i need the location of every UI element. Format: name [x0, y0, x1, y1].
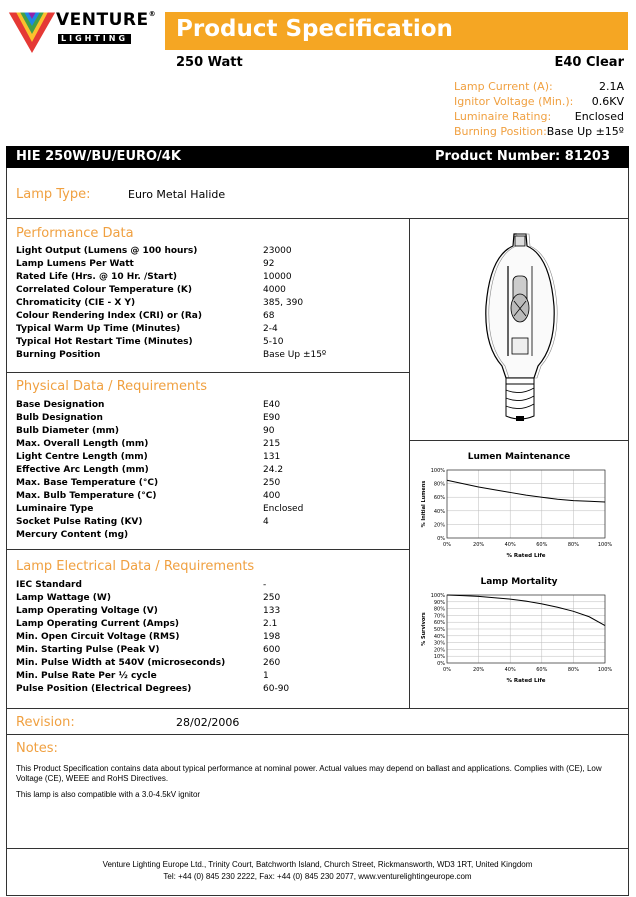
row-label: Base Designation [16, 400, 105, 410]
row-label: Rated Life (Hrs. @ 10 Hr. /Start) [16, 272, 177, 282]
logo-triangle-icon [6, 4, 58, 56]
y-tick-label: 80% [433, 606, 445, 613]
logo-subtitle: LIGHTING [58, 34, 131, 44]
row-label: Lamp Operating Current (Amps) [16, 619, 180, 629]
x-axis-label: % Rated Life [506, 553, 546, 559]
y-tick-label: 20% [433, 522, 445, 529]
x-tick-label: 0% [443, 542, 451, 548]
row-value: 5-10 [263, 337, 284, 347]
notes-title: Notes: [16, 741, 58, 756]
row-label: Max. Base Temperature (°C) [16, 478, 159, 488]
row-label: Light Output (Lumens @ 100 hours) [16, 246, 198, 256]
row-label: Lamp Lumens Per Watt [16, 259, 134, 269]
row-value: 250 [263, 593, 281, 603]
row-value: E90 [263, 413, 281, 423]
spec-value: 2.1A [598, 80, 624, 93]
row-label: Socket Pulse Rating (KV) [16, 517, 143, 527]
product-number: Product Number: 81203 [434, 149, 610, 164]
row-label: Pulse Position (Electrical Degrees) [16, 684, 192, 694]
divider [6, 708, 629, 709]
divider [6, 734, 629, 735]
lamp-drawing [470, 226, 570, 431]
row-label: Colour Rendering Index (CRI) or (Ra) [16, 311, 202, 321]
chart-title: Lamp Mortality [480, 577, 558, 587]
spec-label: Lamp Current (A): [454, 80, 553, 93]
row-value: 400 [263, 491, 281, 501]
spec-value: Base Up ±15º [546, 125, 624, 138]
row-label: Lamp Wattage (W) [16, 593, 111, 603]
x-tick-label: 100% [597, 542, 613, 548]
data-line [447, 595, 605, 626]
row-value: 60-90 [263, 684, 290, 694]
logo-wordmark: VENTURE® [56, 10, 157, 30]
y-tick-label: 0% [437, 661, 445, 667]
lumen-maintenance-chart [415, 464, 620, 564]
row-value: 198 [263, 632, 281, 642]
row-label: Luminaire Type [16, 504, 94, 514]
row-label: Light Centre Length (mm) [16, 452, 148, 462]
divider [6, 848, 629, 849]
row-value: 133 [263, 606, 281, 616]
lamp-type-label: Lamp Type: [16, 187, 91, 202]
row-value: 24.2 [263, 465, 284, 475]
row-label: Effective Arc Length (mm) [16, 465, 149, 475]
y-tick-label: 40% [433, 633, 445, 640]
page-title: Product Specification [176, 16, 453, 42]
row-value: 215 [263, 439, 281, 449]
lamp-mortality-chart [415, 589, 620, 689]
y-tick-label: 40% [433, 508, 445, 515]
electrical-title: Lamp Electrical Data / Requirements [16, 559, 255, 574]
column-divider [409, 218, 410, 708]
x-tick-label: 100% [597, 667, 613, 673]
row-value: 250 [263, 478, 281, 488]
revision-date: 28/02/2006 [176, 716, 240, 729]
y-tick-label: 80% [433, 481, 445, 488]
x-tick-label: 40% [504, 667, 516, 673]
y-axis-label: % Survivors [421, 612, 427, 646]
row-value: - [263, 580, 267, 590]
spec-value: 0.6KV [591, 95, 624, 108]
row-label: IEC Standard [16, 580, 82, 590]
notes-line: This Product Specification contains data about typical performance at nominal power. Actual values may depend on ballast and applications. Complies with (CE), Low Voltage (CE), WEEE and RoHS Directives. [16, 764, 602, 783]
row-label: Max. Bulb Temperature (°C) [16, 491, 157, 501]
row-value: 1 [263, 671, 269, 681]
spec-label: Luminaire Rating: [454, 110, 552, 123]
y-axis-label: % Initial Lumens [421, 480, 427, 528]
plot-frame [447, 470, 605, 538]
row-value: 260 [263, 658, 281, 668]
chart-title: Lumen Maintenance [467, 452, 571, 462]
row-value: Enclosed [263, 504, 304, 514]
y-tick-label: 30% [433, 640, 445, 647]
row-label: Min. Pulse Rate Per ½ cycle [16, 671, 157, 681]
row-label: Correlated Colour Temperature (K) [16, 285, 193, 295]
row-value: E40 [263, 400, 281, 410]
row-value: 68 [263, 311, 275, 321]
row-label: Min. Open Circuit Voltage (RMS) [16, 632, 180, 642]
footer-contact: Tel: +44 (0) 845 230 2222, Fax: +44 (0) 845 230 2077, www.venturelightingeurope.com [163, 872, 472, 881]
row-value: 4 [263, 517, 269, 527]
x-tick-label: 80% [567, 667, 579, 673]
row-label: Bulb Diameter (mm) [16, 426, 119, 436]
y-tick-label: 50% [433, 627, 445, 633]
row-label: Mercury Content (mg) [16, 530, 129, 540]
y-tick-label: 60% [433, 620, 445, 627]
divider [6, 372, 409, 373]
y-tick-label: 0% [437, 536, 445, 542]
row-value: 23000 [263, 246, 292, 256]
row-value: 92 [263, 259, 275, 269]
y-tick-label: 100% [430, 593, 445, 599]
cap-type: E40 Clear [554, 55, 624, 70]
row-value: 4000 [263, 285, 286, 295]
spec-value: Enclosed [574, 110, 624, 123]
row-label: Chromaticity (CIE - X Y) [16, 298, 136, 308]
divider [409, 440, 629, 441]
row-label: Min. Starting Pulse (Peak V) [16, 645, 160, 655]
y-tick-label: 100% [430, 468, 445, 474]
x-tick-label: 80% [567, 542, 579, 548]
y-tick-label: 90% [433, 599, 445, 606]
notes-line: This lamp is also compatible with a 3.0-4.5kV ignitor [16, 790, 201, 799]
x-tick-label: 20% [473, 542, 485, 548]
row-value: 2.1 [263, 619, 278, 629]
row-value: 90 [263, 426, 275, 436]
row-label: Typical Hot Restart Time (Minutes) [16, 337, 193, 347]
wattage: 250 Watt [176, 55, 243, 70]
spec-label: Burning Position: [454, 125, 547, 138]
row-label: Max. Overall Length (mm) [16, 439, 149, 449]
revision-label: Revision: [16, 715, 75, 730]
x-axis-label: % Rated Life [506, 678, 546, 684]
y-tick-label: 10% [433, 654, 445, 661]
row-label: Bulb Designation [16, 413, 103, 423]
spec-summary [454, 80, 624, 140]
y-tick-label: 70% [433, 613, 445, 620]
y-tick-label: 20% [433, 647, 445, 654]
row-value: 600 [263, 645, 281, 655]
x-tick-label: 60% [536, 542, 548, 548]
divider [6, 549, 409, 550]
x-tick-label: 0% [443, 667, 451, 673]
row-value: 2-4 [263, 324, 278, 334]
footer-address: Venture Lighting Europe Ltd., Trinity Court, Batchworth Island, Church Street, Rickmansworth, WD3 1RT, United Kingdom [102, 860, 533, 869]
row-value: 131 [263, 452, 281, 462]
performance-title: Performance Data [16, 226, 134, 241]
row-label: Min. Pulse Width at 540V (microseconds) [16, 658, 226, 668]
model-name: HIE 250W/BU/EURO/4K [16, 149, 181, 164]
lamp-illustration-icon [470, 226, 570, 426]
spec-label: Ignitor Voltage (Min.): [454, 95, 574, 108]
row-label: Typical Warm Up Time (Minutes) [16, 324, 181, 334]
row-value: Base Up ±15º [263, 350, 327, 360]
row-label: Burning Position [16, 350, 101, 360]
row-value: 385, 390 [263, 298, 304, 308]
x-tick-label: 20% [473, 667, 485, 673]
lamp-type-value: Euro Metal Halide [128, 188, 226, 201]
y-tick-label: 60% [433, 495, 445, 502]
x-tick-label: 40% [504, 542, 516, 548]
row-label: Lamp Operating Voltage (V) [16, 606, 158, 616]
x-tick-label: 60% [536, 667, 548, 673]
physical-title: Physical Data / Requirements [16, 379, 208, 394]
row-value: 10000 [263, 272, 292, 282]
divider [6, 218, 629, 219]
